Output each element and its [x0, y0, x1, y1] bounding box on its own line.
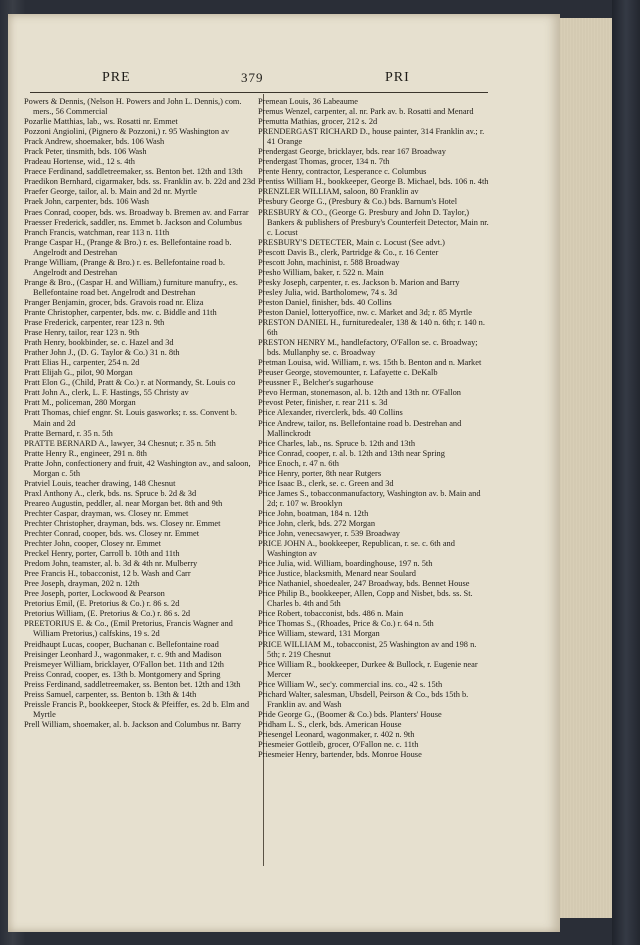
- header-left-guide: PRE: [102, 70, 131, 85]
- directory-entry: Prevost Peter, finisher, r. rear 211 s. 3d: [258, 398, 388, 408]
- directory-entry: PRENZLER WILLIAM, saloon, 80 Franklin av: [258, 187, 419, 197]
- directory-entry: Pretorius William, (E. Pretorius & Co.) r. 86 s. 2d: [24, 609, 191, 619]
- book-cover: [612, 0, 640, 945]
- directory-entry: PRESTON DANIEL H., furnituredealer, 138 & 140 n. 6th; r. 140 n. 6th: [258, 318, 485, 338]
- directory-entry: Preisinger Leonhard J., wagonmaker, r. c. 9th and Madison: [24, 649, 222, 659]
- page-number: 379: [241, 70, 264, 85]
- directory-entry: Price Julia, wid. William, boardinghouse, 197 n. 5th: [258, 559, 433, 569]
- directory-entry: Presky Joseph, carpenter, r. es. Jackson b. Marion and Barry: [258, 277, 460, 287]
- directory-entry: Price Conrad, cooper, r. al. b. 12th and 13th near Spring: [258, 448, 445, 458]
- directory-entry: PRESBURY'S DETECTER, Main c. Locust (See advt.): [258, 237, 445, 247]
- directory-entry: PREETORIUS E. & Co., (Emil Pretorius, Francis Wagner and William Pretorius,) calfskins, 19 s. 2d: [24, 619, 233, 639]
- directory-entry: Price William W., sec'y. commercial ins. co., 42 s. 15th: [258, 679, 443, 689]
- directory-entry: Price Alexander, riverclerk, bds. 40 Collins: [258, 408, 403, 418]
- directory-entry: Pratte Henry R., engineer, 291 n. 8th: [24, 448, 147, 458]
- directory-entry: Presbury George G., (Presbury & Co.) bds. Barnum's Hotel: [258, 197, 458, 207]
- directory-entry: Price Enoch, r. 47 n. 6th: [258, 458, 339, 468]
- page-header: [8, 70, 560, 94]
- directory-entry: Pratt Elon G., (Child, Pratt & Co.) r. at Normandy, St. Louis co: [24, 378, 236, 388]
- directory-entry: Prack Peter, tinsmith, bds. 106 Wash: [24, 147, 147, 157]
- directory-entry: Price Andrew, tailor, ns. Bellefontaine road b. Destrehan and Mallinckrodt: [258, 418, 462, 438]
- directory-entry: Prell William, shoemaker, al. b. Jackson and Columbus nr. Barry: [24, 719, 241, 729]
- directory-entry: Price John, clerk, bds. 272 Morgan: [258, 518, 376, 528]
- directory-entry: Preidhaupt Lucas, cooper, Buchanan c. Bellefontaine road: [24, 639, 219, 649]
- directory-entry: Prevo Herman, stonemason, al. b. 12th and 13th nr. O'Fallon: [258, 388, 461, 398]
- directory-entry: Pree Francis H., tobacconist, 12 b. Wash and Carr: [24, 569, 191, 579]
- directory-entry: Pretman Louisa, wid. William, r. ws. 15th b. Benton and n. Market: [258, 358, 482, 368]
- directory-entry: Prescott John, machinist, r. 588 Broadway: [258, 257, 400, 267]
- directory-entry: Presley Julia, wid. Bartholomew, 74 s. 3d: [258, 287, 398, 297]
- header-right-guide: PRI: [385, 70, 410, 85]
- directory-entry: Preiss Ferdinand, saddletreemaker, ss. Benton bet. 12th and 13th: [24, 679, 241, 689]
- directory-entry: Preston Daniel, finisher, bds. 40 Collins: [258, 297, 392, 307]
- directory-entry: Price Henry, porter, 8th near Rutgers: [258, 468, 382, 478]
- directory-entry: Preareo Augustin, peddler, al. near Morgan bet. 8th and 9th: [24, 498, 223, 508]
- directory-entry: Praefer George, tailor, al. b. Main and 2d nr. Myrtle: [24, 187, 198, 197]
- directory-entry: Pride George G., (Boomer & Co.) bds. Planters' House: [258, 709, 442, 719]
- directory-entry: Preiss Samuel, carpenter, ss. Benton b. 13th & 14th: [24, 689, 197, 699]
- directory-entry: Prange Caspar H., (Prange & Bro.) r. es. Bellefontaine road b. Angelrodt and Destrehan: [24, 237, 232, 257]
- directory-entry: Price John, venecsawyer, r. 539 Broadway: [258, 529, 400, 539]
- directory-entry: PRICE JOHN A., bookkeeper, Republican, r. se. c. 6th and Washington av: [258, 539, 455, 559]
- directory-entry: Priesmeier Henry, bartender, bds. Monroe House: [258, 750, 422, 760]
- directory-entry: Price Nathaniel, shoedealer, 247 Broadway, bds. Bennet House: [258, 579, 470, 589]
- page-edges: [560, 18, 614, 918]
- directory-entry: Prente Henry, contractor, Lesperance c. Columbus: [258, 167, 427, 177]
- directory-entry: Prante Christopher, carpenter, bds. nw. c. Biddle and 11th: [24, 307, 217, 317]
- directory-entry: Preckel Henry, porter, Carroll b. 10th and 11th: [24, 549, 180, 559]
- directory-entry: Prase Frederick, carpenter, rear 123 n. 9th: [24, 318, 165, 328]
- directory-entry: Prendergast George, bricklayer, bds. rear 167 Broadway: [258, 147, 446, 157]
- directory-entry: Pratte Bernard, r. 35 n. 5th: [24, 428, 113, 438]
- directory-entry: Prath Henry, bookbinder, se. c. Hazel and 3d: [24, 338, 174, 348]
- directory-entry: Pozarlie Matthias, lab., ws. Rosatti nr. Emmet: [24, 117, 178, 127]
- directory-entry: Premean Louis, 36 Labeaume: [258, 97, 359, 106]
- directory-entry: Pratt M., policeman, 280 Morgan: [24, 398, 136, 408]
- directory-entry: Praedikon Bernhard, cigarmaker, bds. ss. Franklin av. b. 22d and 23d: [24, 177, 256, 187]
- directory-entry: Prendergast Thomas, grocer, 134 n. 7th: [258, 157, 390, 167]
- directory-entry: Pratt Thomas, chief engnr. St. Louis gasworks; r. ss. Convent b. Main and 2d: [24, 408, 237, 428]
- directory-entry: Praxl Anthony A., clerk, bds. ns. Spruce b. 2d & 3d: [24, 488, 197, 498]
- directory-entry: PRENDERGAST RICHARD D., house painter, 314 Franklin av.; r. 41 Orange: [258, 127, 485, 147]
- directory-entry: Preiss Conrad, cooper, es. 13th b. Montgomery and Spring: [24, 669, 221, 679]
- directory-entry: Price Charles, lab., ns. Spruce b. 12th and 13th: [258, 438, 416, 448]
- directory-entry: Priesengel Leonard, wagonmaker, r. 402 n. 9th: [258, 729, 415, 739]
- directory-entry: Price Thomas S., (Rhoades, Price & Co.) r. 64 n. 5th: [258, 619, 434, 629]
- directory-entry: Price William, steward, 131 Morgan: [258, 629, 380, 639]
- directory-entry: Premutta Mathias, grocer, 212 s. 2d: [258, 117, 378, 127]
- directory-entry: Price John, boatman, 184 n. 12th: [258, 508, 369, 518]
- directory-entry: Preismeyer William, bricklayer, O'Fallon bet. 11th and 12th: [24, 659, 224, 669]
- directory-entry: Price William R., bookkeeper, Durkee & Bullock, r. Eugenie near Mercer: [258, 659, 478, 679]
- directory-page: [8, 14, 560, 932]
- right-column: [258, 97, 490, 760]
- directory-entry: Prechter John, cooper, Closey nr. Emmet: [24, 539, 161, 549]
- directory-entry: Pratt John A., clerk, L. F. Hastings, 55 Christy av: [24, 388, 189, 398]
- directory-entry: Prather John J., (D. G. Taylor & Co.) 31 n. 8th: [24, 348, 180, 358]
- directory-entry: Pozzoni Angiolini, (Pignero & Pozzoni,) r. 95 Washington av: [24, 127, 230, 137]
- directory-entry: Price Robert, tobacconist, bds. 486 n. Main: [258, 609, 404, 619]
- directory-entry: Pratt Elijah G., pilot, 90 Morgan: [24, 368, 133, 378]
- header-rule: [30, 92, 488, 93]
- directory-entry: Powers & Dennis, (Nelson H. Powers and John L. Dennis,) com. mers., 56 Commercial: [24, 97, 242, 117]
- directory-entry: Pridham L. S., clerk, bds. American House: [258, 719, 402, 729]
- directory-entry: Price James S., tobacconmanufactory, Washington av. b. Main and 2d; r. 107 w. Brooklyn: [258, 488, 481, 508]
- directory-entry: Pretorius Emil, (E. Pretorius & Co.) r. 86 s. 2d: [24, 599, 180, 609]
- left-column: [24, 97, 256, 730]
- directory-entry: Priesmeier Gottleib, grocer, O'Fallon ne. c. 11th: [258, 740, 419, 749]
- directory-entry: Preston Daniel, lotteryoffice, nw. c. Market and 3d; r. 85 Myrtle: [258, 307, 472, 317]
- directory-entry: Praek John, carpenter, bds. 106 Wash: [24, 197, 149, 207]
- directory-entry: Pranger Benjamin, grocer, bds. Gravois road nr. Eliza: [24, 297, 204, 307]
- directory-entry: Pradeau Hortense, wid., 12 s. 4th: [24, 157, 135, 167]
- directory-entry: Prase Henry, tailor, rear 123 n. 9th: [24, 328, 140, 338]
- directory-entry: Preissle Francis P., bookkeeper, Stock & Pfeiffer, es. 2d b. Elm and Myrtle: [24, 699, 250, 719]
- directory-entry: Pree Joseph, drayman, 202 n. 12th: [24, 579, 140, 589]
- directory-entry: Pratte John, confectionery and fruit, 42 Washington av., and saloon, Morgan c. 5th: [24, 458, 251, 478]
- directory-entry: Price Philip B., bookkeeper, Allen, Copp and Nisbet, bds. ss. St. Charles b. 4th and 5th: [258, 589, 473, 609]
- directory-entry: Price Justice, blacksmith, Menard near Soulard: [258, 569, 416, 579]
- directory-entry: Praece Ferdinand, saddletreemaker, ss. Benton bet. 12th and 13th: [24, 167, 243, 177]
- directory-entry: Prichard Walter, salesman, Ubsdell, Peirson & Co., bds 15th b. Franklin av. and Wash: [258, 689, 469, 709]
- directory-entry: Presho William, baker, r. 522 n. Main: [258, 267, 384, 277]
- directory-entry: Premus Wenzel, carpenter, al. nr. Park av. b. Rosatti and Menard: [258, 107, 474, 117]
- directory-entry: Preussner F., Belcher's sugarhouse: [258, 378, 374, 388]
- directory-entry: Prechter Caspar, drayman, ws. Closey nr. Emmet: [24, 508, 189, 518]
- directory-entry: Prack Andrew, shoemaker, bds. 106 Wash: [24, 137, 165, 147]
- directory-entry: PRATTE BERNARD A., lawyer, 34 Chesnut; r. 35 n. 5th: [24, 438, 216, 448]
- directory-entry: Prechter Christopher, drayman, bds. ws. Closey nr. Emmet: [24, 518, 221, 528]
- directory-entry: Pratt Elias H., carpenter, 254 n. 2d: [24, 358, 140, 368]
- directory-entry: Pratviel Louis, teacher drawing, 148 Chesnut: [24, 478, 176, 488]
- directory-entry: PRESTON HENRY M., handlefactory, O'Fallon se. c. Broadway; bds. Mullanphy se. c. Broadway: [258, 338, 478, 358]
- directory-entry: Pranch Francis, watchman, rear 113 n. 11th: [24, 227, 170, 237]
- directory-entry: Praes Conrad, cooper, bds. ws. Broadway b. Bremen av. and Farrar: [24, 207, 249, 217]
- directory-entry: Prange William, (Prange & Bro.) r. es. Bellefontaine road b. Angelrodt and Destrehan: [24, 257, 225, 277]
- directory-entry: Prechter Conrad, cooper, bds. ws. Closey nr. Emmet: [24, 529, 200, 539]
- directory-entry: Predom John, teamster, al. b. 3d & 4th nr. Mulberry: [24, 559, 198, 569]
- directory-entry: Price Isaac B., clerk, se. c. Green and 3d: [258, 478, 394, 488]
- directory-entry: Prentiss William H., bookkeeper, George B. Michael, bds. 106 n. 4th: [258, 177, 489, 187]
- directory-entry: PRICE WILLIAM M., tobacconist, 25 Washington av and 198 n. 5th; r. 219 Chesnut: [258, 639, 477, 659]
- directory-entry: Preuser George, stovemounter, r. Lafayette c. DeKalb: [258, 368, 438, 378]
- directory-entry: Prescott Davis B., clerk, Partridge & Co., r. 16 Center: [258, 247, 439, 257]
- directory-entry: PRESBURY & CO., (George G. Presbury and John D. Taylor,) Bankers & publishers of Presbury's Counterfeit Detector, Main nr. c. Locust: [258, 207, 489, 237]
- directory-entry: Praesser Frederick, saddler, ns. Emmet b. Jackson and Columbus: [24, 217, 242, 227]
- directory-entry: Prange & Bro., (Caspar H. and William,) furniture manufry., es. Bellefontaine road bet. Angelrodt and Destrehan: [24, 277, 238, 297]
- directory-entry: Pree Joseph, porter, Lockwood & Pearson: [24, 589, 165, 599]
